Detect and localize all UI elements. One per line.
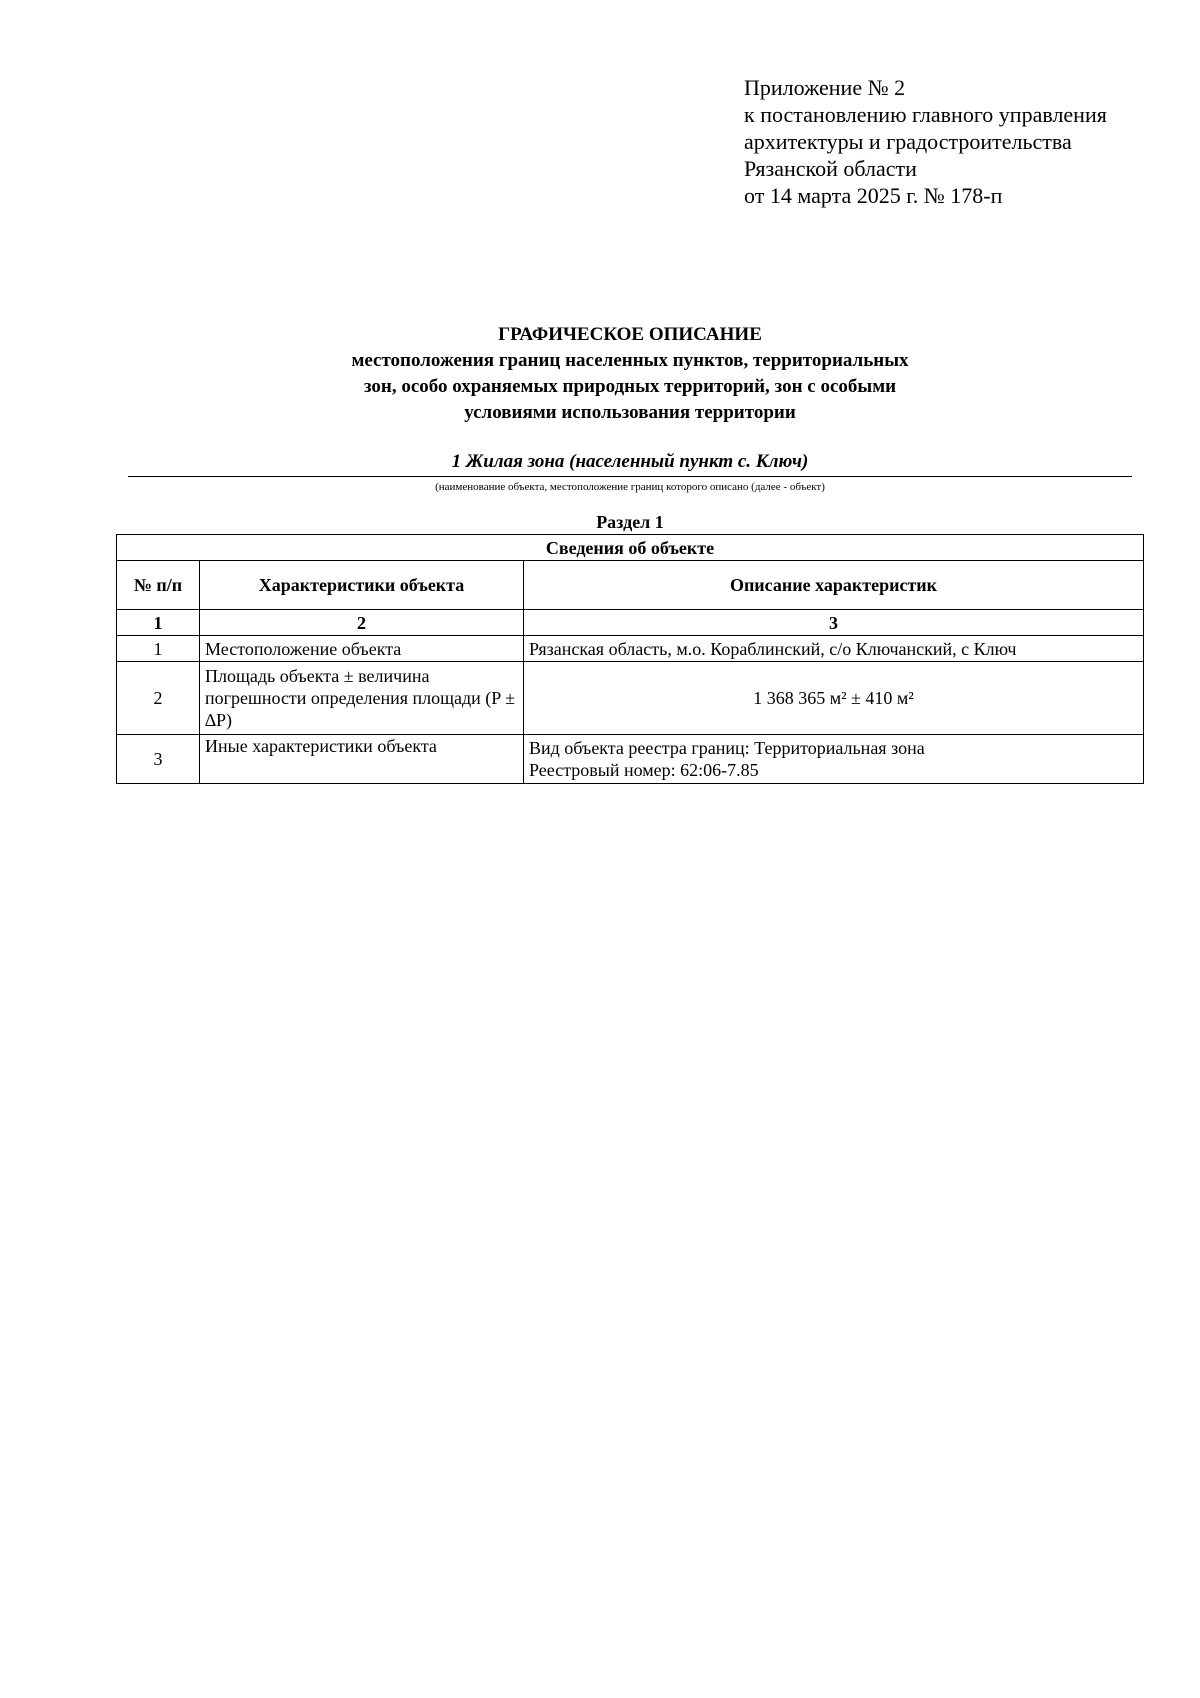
header-number	[117, 561, 200, 610]
table-row	[117, 662, 1144, 735]
header-description: Описание характеристик	[524, 561, 1144, 610]
title-line: местоположения границ населенных пунктов, территориальных	[351, 350, 909, 371]
object-name: 1 Жилая зона (населенный пункт с. Ключ)	[451, 451, 809, 472]
header-number-label: № п/п	[133, 575, 183, 595]
appendix-line: от 14 марта 2025 г. № 178-п	[744, 183, 1003, 208]
table-caption-row	[117, 535, 1144, 561]
column-number: 1	[117, 610, 200, 636]
appendix-line: архитектуры и градостроительства	[744, 129, 1072, 154]
table-header-row	[117, 561, 1144, 610]
object-caption: (наименование объекта, местоположение границ которого описано (далее - объект)	[435, 481, 825, 493]
title-line: условиями использования территории	[464, 402, 796, 423]
row-number: 2	[117, 662, 200, 735]
table-row	[117, 735, 1144, 784]
appendix-line: Приложение № 2	[744, 75, 906, 100]
appendix-line: к постановлению главного управления	[744, 102, 1107, 127]
object-info-table	[116, 534, 1144, 784]
document-title	[120, 322, 1140, 426]
row-number: 3	[117, 735, 200, 784]
row-description: 1 368 365 м² ± 410 м²	[524, 662, 1144, 735]
row-number: 1	[117, 636, 200, 662]
table-row	[117, 636, 1144, 662]
row-description-line: Вид объекта реестра границ: Территориальная зона	[529, 738, 925, 758]
title-line: ГРАФИЧЕСКОЕ ОПИСАНИЕ	[498, 324, 762, 345]
title-line: зон, особо охраняемых природных территорий, зон с особыми	[363, 376, 897, 397]
column-number: 3	[524, 610, 1144, 636]
row-description: Рязанская область, м.о. Кораблинский, с/о Ключанский, с Ключ	[524, 636, 1144, 662]
row-description-line: Реестровый номер: 62:06-7.85	[529, 760, 759, 780]
section-title: Раздел 1	[596, 512, 664, 532]
appendix-header	[744, 74, 1107, 209]
header-characteristics: Характеристики объекта	[200, 561, 524, 610]
row-characteristic: Площадь объекта ± величина погрешности определения площади (P ± ∆P)	[200, 662, 524, 735]
object-name-underline	[128, 476, 1132, 477]
appendix-line: Рязанской области	[744, 156, 917, 181]
table-caption: Сведения об объекте	[117, 535, 1144, 561]
row-description	[524, 735, 1144, 784]
column-number: 2	[200, 610, 524, 636]
column-number-row	[117, 610, 1144, 636]
row-characteristic: Местоположение объекта	[200, 636, 524, 662]
row-characteristic: Иные характеристики объекта	[200, 735, 524, 784]
